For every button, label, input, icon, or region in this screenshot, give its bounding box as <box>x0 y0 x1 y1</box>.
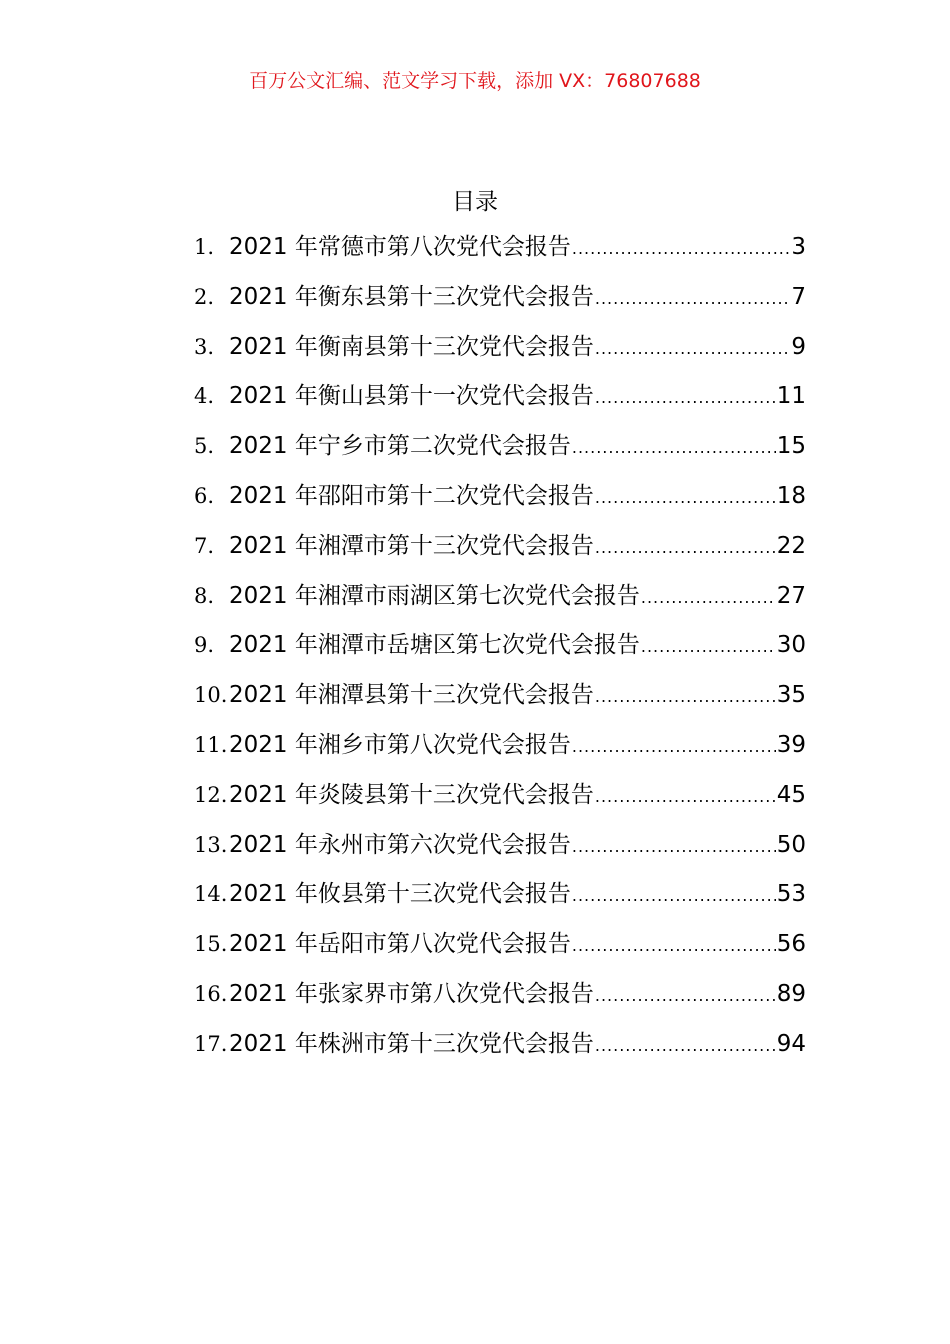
toc-entry-title: 2021 年湘潭市岳塘区第七次党代会报告 <box>229 632 640 659</box>
toc-entry-page: 53 <box>776 881 806 908</box>
toc-entry-title: 2021 年邵阳市第十二次党代会报告 <box>229 482 594 509</box>
toc-entry-title: 2021 年岳阳市第八次党代会报告 <box>229 931 571 958</box>
toc-dot-leader <box>595 388 776 407</box>
toc-entry-page: 9 <box>791 333 806 360</box>
toc-entry-page: 27 <box>776 582 806 609</box>
toc-entry[interactable] <box>194 626 806 676</box>
toc-dot-leader <box>572 837 776 856</box>
toc-entry-number: 5. <box>194 434 215 459</box>
toc-entry-number: 15. <box>194 932 228 957</box>
toc-entry-title: 2021 年攸县第十三次党代会报告 <box>229 881 571 908</box>
toc-entry-page: 56 <box>776 931 806 958</box>
toc-dot-leader <box>595 339 791 358</box>
toc-entry[interactable] <box>194 328 806 378</box>
toc-entry-page: 30 <box>776 632 806 659</box>
toc-dot-leader <box>595 787 776 806</box>
toc-entry-number: 9. <box>194 633 215 658</box>
toc-entry-page: 35 <box>776 682 806 709</box>
toc-entry[interactable] <box>194 377 806 427</box>
toc-entry[interactable] <box>194 726 806 776</box>
toc-dot-leader <box>595 1036 776 1055</box>
toc-entry-number: 16. <box>194 981 228 1006</box>
toc-entry-page: 7 <box>791 283 806 310</box>
toc-entry[interactable] <box>194 875 806 925</box>
toc-entry-number: 1. <box>194 235 215 259</box>
toc-entry-page: 39 <box>776 731 806 758</box>
toc-entry[interactable] <box>194 278 806 328</box>
toc-entry-title: 2021 年常德市第八次党代会报告 <box>229 234 571 260</box>
toc-entry-title: 2021 年永州市第六次党代会报告 <box>229 831 571 858</box>
toc-entry-title: 2021 年湘潭市第十三次党代会报告 <box>229 532 594 559</box>
toc-entry[interactable] <box>194 776 806 826</box>
toc-dot-leader <box>641 588 776 607</box>
toc-entry-title: 2021 年株洲市第十三次党代会报告 <box>229 1030 594 1057</box>
toc-entry-page: 15 <box>776 433 806 460</box>
toc-entry[interactable] <box>194 427 806 477</box>
toc-entry[interactable] <box>194 577 806 627</box>
toc-entry-title: 2021 年张家界市第八次党代会报告 <box>229 980 594 1007</box>
toc-entry-number: 7. <box>194 533 215 558</box>
toc-entry[interactable] <box>194 975 806 1025</box>
page-header-banner: 百万公文汇编、范文学习下载，添加 VX：76807688 <box>249 70 701 92</box>
toc-entry-page: 89 <box>776 980 806 1007</box>
toc-entry[interactable] <box>194 1025 806 1075</box>
toc-dot-leader <box>572 239 791 258</box>
toc-entry-number: 10. <box>194 683 228 708</box>
toc-entry-page: 18 <box>776 482 806 509</box>
toc-dot-leader <box>595 488 776 507</box>
toc-entry[interactable] <box>194 925 806 975</box>
toc-entry-title: 2021 年衡东县第十三次党代会报告 <box>229 283 594 310</box>
toc-title: 目录 <box>452 189 498 215</box>
toc-dot-leader <box>572 737 776 756</box>
toc-entry-number: 4. <box>194 384 215 409</box>
toc-dot-leader <box>572 438 776 457</box>
toc-entry-title: 2021 年炎陵县第十三次党代会报告 <box>229 781 594 808</box>
toc-dot-leader <box>595 687 776 706</box>
table-of-contents <box>194 228 806 1075</box>
toc-entry-page: 11 <box>776 383 806 410</box>
toc-entry-title: 2021 年衡山县第十一次党代会报告 <box>229 383 594 410</box>
toc-entry-title: 2021 年宁乡市第二次党代会报告 <box>229 433 571 460</box>
toc-entry-page: 94 <box>776 1030 806 1057</box>
toc-dot-leader <box>641 637 776 656</box>
toc-entry-number: 8. <box>194 583 215 608</box>
toc-entry-number: 3. <box>194 334 215 359</box>
toc-entry-page: 22 <box>776 532 806 559</box>
toc-dot-leader <box>572 936 776 955</box>
toc-dot-leader <box>595 538 776 557</box>
toc-entry-title: 2021 年湘潭县第十三次党代会报告 <box>229 682 594 709</box>
toc-dot-leader <box>595 986 776 1005</box>
toc-entry-number: 11. <box>194 732 228 757</box>
toc-dot-leader <box>595 289 791 308</box>
toc-entry-page: 45 <box>776 781 806 808</box>
toc-entry[interactable] <box>194 826 806 876</box>
toc-entry-number: 13. <box>194 832 228 857</box>
toc-entry-number: 17. <box>194 1031 228 1056</box>
toc-entry[interactable] <box>194 477 806 527</box>
toc-dot-leader <box>572 886 776 905</box>
toc-entry-title: 2021 年湘潭市雨湖区第七次党代会报告 <box>229 582 640 609</box>
toc-entry-page: 50 <box>776 831 806 858</box>
toc-entry-number: 6. <box>194 483 215 508</box>
toc-entry-title: 2021 年衡南县第十三次党代会报告 <box>229 333 594 360</box>
toc-entry[interactable] <box>194 676 806 726</box>
toc-entry-number: 14. <box>194 882 228 907</box>
toc-entry[interactable] <box>194 228 806 278</box>
toc-entry-title: 2021 年湘乡市第八次党代会报告 <box>229 731 571 758</box>
toc-entry-number: 2. <box>194 284 215 309</box>
toc-entry-number: 12. <box>194 782 228 807</box>
toc-entry-page: 3 <box>791 234 806 260</box>
toc-entry[interactable] <box>194 527 806 577</box>
